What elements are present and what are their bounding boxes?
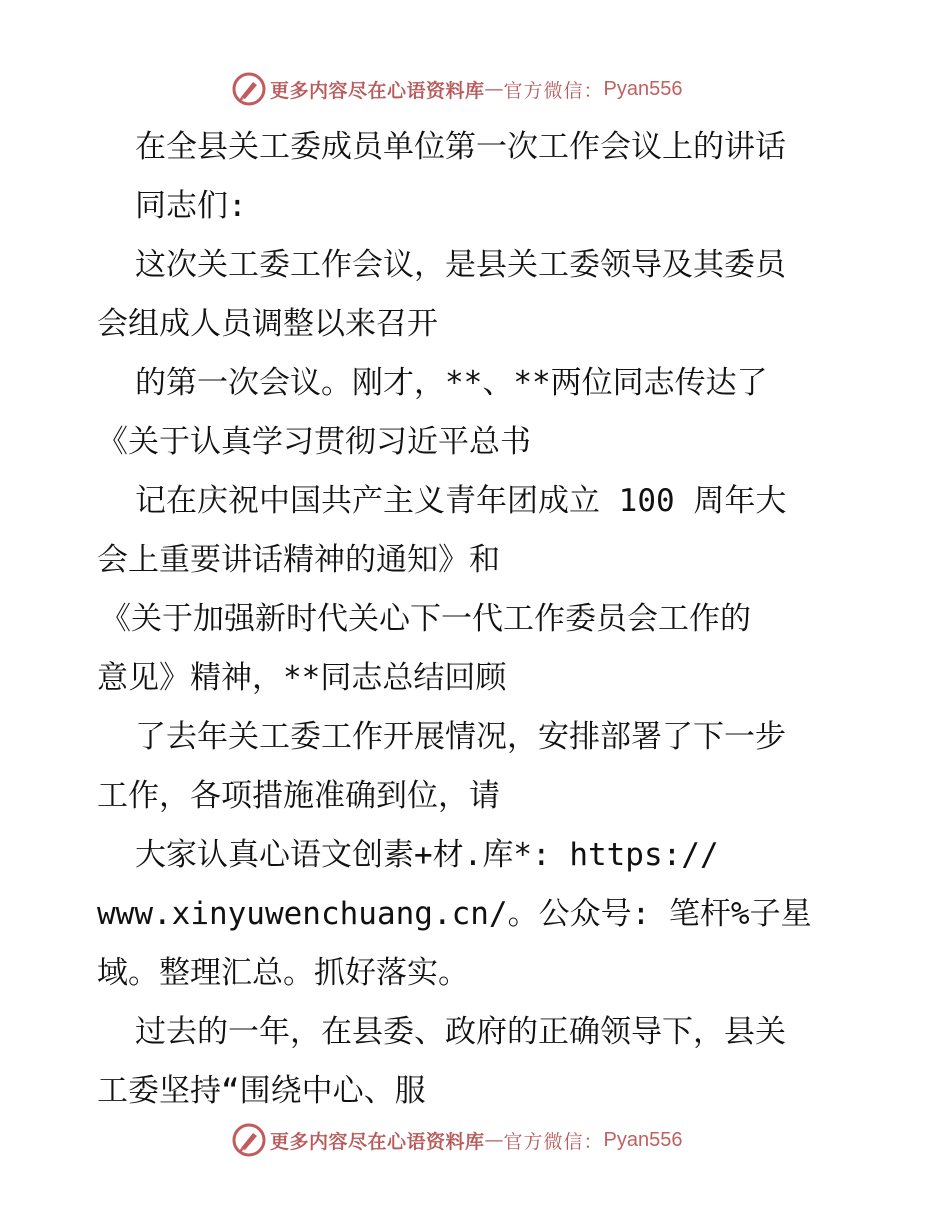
body-line: 工委坚持“围绕中心、服 <box>97 1073 426 1109</box>
banner-separator: — <box>484 1129 504 1151</box>
body-line: 《关于认真学习贯彻习近平总书 <box>97 424 531 460</box>
wechat-id: Pyan556 <box>603 1128 683 1151</box>
body-line: 意见》精神，**同志总结回顾 <box>97 660 507 696</box>
promo-text: 更多内容尽在心语资料库 <box>270 79 485 102</box>
body-line: 了去年关工委工作开展情况，安排部署了下一步 <box>135 719 786 755</box>
wechat-label: 官方微信： <box>503 1130 604 1153</box>
body-line: 这次关工委工作会议，是县关工委领导及其委员 <box>135 247 786 283</box>
body-line: 的第一次会议。刚才，**、**两位同志传达了 <box>135 365 768 401</box>
promo-text: 更多内容尽在心语资料库 <box>270 1130 485 1153</box>
body-line: 《关于加强新时代关心下一代工作委员会工作的 <box>100 601 751 637</box>
pen-logo-icon <box>232 72 266 106</box>
body-line: www.xinyuwenchuang.cn/。公众号: 笔杆%子星 <box>97 896 812 932</box>
body-line: 过去的一年，在县委、政府的正确领导下，县关 <box>135 1014 786 1050</box>
banner-separator: — <box>484 78 504 100</box>
wechat-id: Pyan556 <box>603 77 683 100</box>
body-line: 记在庆祝中国共产主义青年团成立 100 周年大 <box>135 483 787 519</box>
salutation: 同志们: <box>135 188 247 224</box>
footer-watermark <box>232 1122 683 1158</box>
body-line: 会组成人员调整以来召开 <box>97 306 438 342</box>
body-line: 工作，各项措施准确到位，请 <box>97 778 500 814</box>
body-line: 大家认真心语文创素+材.库*: https:// <box>135 837 719 873</box>
pen-logo-icon <box>232 1123 266 1157</box>
wechat-label: 官方微信： <box>503 79 604 102</box>
body-line: 会上重要讲话精神的通知》和 <box>97 542 500 578</box>
header-watermark <box>232 71 683 107</box>
document-title: 在全县关工委成员单位第一次工作会议上的讲话 <box>135 129 786 165</box>
body-line: 域。整理汇总。抓好落实。 <box>97 955 469 991</box>
